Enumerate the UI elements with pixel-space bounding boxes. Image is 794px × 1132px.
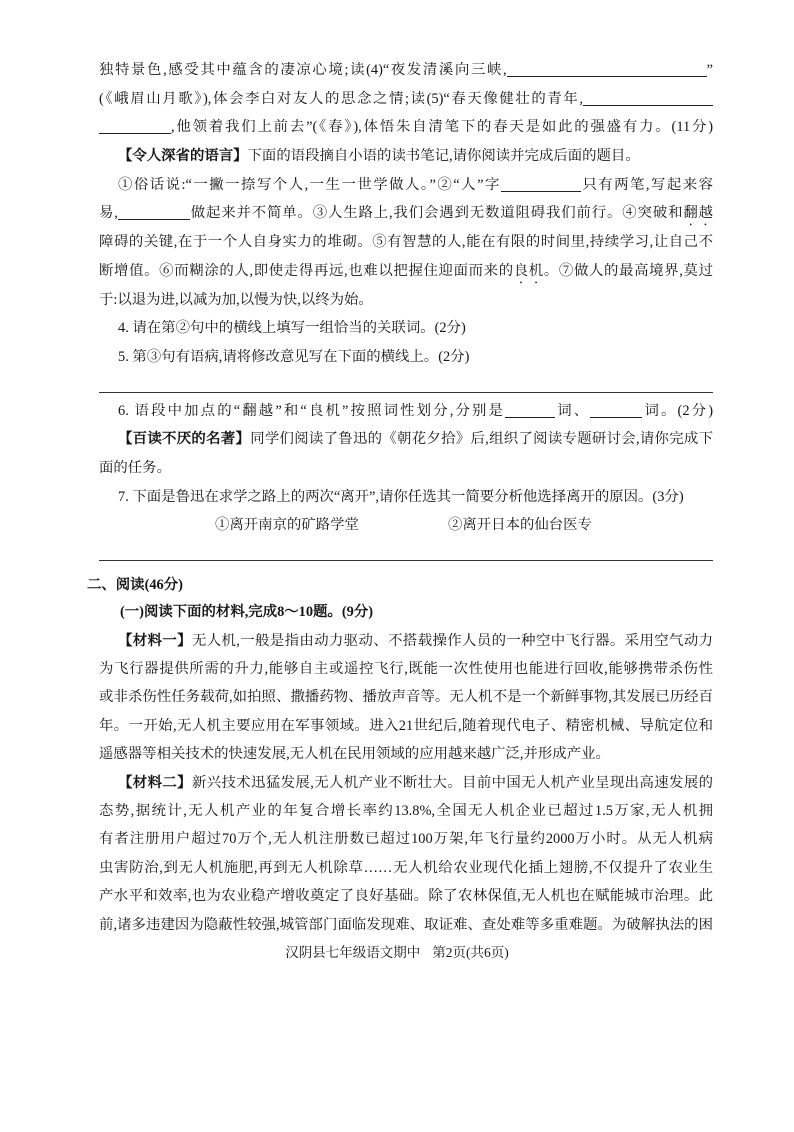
material-1-line-4 <box>99 712 713 740</box>
material-2-line-4 <box>99 854 713 882</box>
material-2-line-2 <box>99 797 713 825</box>
answer-line <box>99 540 713 561</box>
question-4 <box>99 314 713 343</box>
question-text: 词、 <box>555 402 591 419</box>
passage-text: 于:以退为进,以减为加,以慢为快,以终为始。 <box>99 291 373 308</box>
passage-text: 易, <box>99 205 118 222</box>
material-text: 新兴技术迅猛发展,无人机产业不断壮大。目前中国无人机产业呈现出高速发展的 <box>191 774 713 791</box>
continuation-line-1 <box>99 56 713 85</box>
dotted-word: 良机 <box>513 262 544 279</box>
material-1-line-5 <box>99 740 713 768</box>
material-text: 或非杀伤性任务载荷,如拍照、撒播药物、播放声音等。无人机不是一个新鲜事物,其发展已历经百 <box>99 689 713 706</box>
question-text: 4. 请在第②句中的横线上填写一组恰当的关联词。(2分) <box>118 320 466 337</box>
material-2-line-1 <box>99 769 713 797</box>
answer-blank <box>505 406 555 418</box>
answer-blank <box>590 406 642 418</box>
question-text: 7. 下面是鲁迅在求学之路上的两次“离开”,请你任选其一简要分析他选择离开的原因。(3分) <box>118 488 684 505</box>
continuation-text: (《峨眉山月歌》),体会李白对友人的思念之情;读(5)“春天像健壮的青年, <box>99 90 583 107</box>
passage-text: 只有两笔,写起来容 <box>580 176 713 193</box>
page-footer <box>0 944 794 962</box>
question-5 <box>99 343 713 372</box>
material-2-line-6 <box>99 911 713 939</box>
continuation-text: 独特景色,感受其中蕴含的凄凉心境;读(4)“夜发清溪向三峡, <box>99 62 507 78</box>
passage-line-5 <box>99 286 713 315</box>
material-1-line-3 <box>99 683 713 711</box>
part-1-instruction: (一)阅读下面的材料,完成8～10题。(9分) <box>120 604 374 620</box>
closing-quote: ” <box>706 62 713 78</box>
section-intro: 同学们阅读了鲁迅的《朝花夕拾》后,组织了阅读专题研讨会,请你完成下 <box>250 431 713 448</box>
material-text: 年。一开始,无人机主要应用在军事领域。进入21世纪后,随着现代电子、精密机械、导航定位和 <box>99 717 713 734</box>
answer-blank <box>501 180 581 192</box>
section-heading: 【百读不厌的名著】 <box>118 431 251 448</box>
section-intro: 面的任务。 <box>99 459 171 476</box>
material-label: 【材料一】 <box>118 632 192 649</box>
option-2: ②离开日本的仙台医专 <box>448 517 592 534</box>
answer-blank <box>583 94 713 106</box>
continuation-line-2 <box>99 85 713 114</box>
exam-name: 汉阴县七年级语文期中 <box>285 945 421 960</box>
dotted-word: 翻越 <box>683 205 713 222</box>
material-text: 态势,据统计,无人机产业的年复合增长率约13.8%,全国无人机企业已超过1.5万家,无人机拥 <box>99 803 713 820</box>
material-text: 无人机,一般是指由动力驱动、不搭载操作人员的一种空中飞行器。采用空气动力 <box>191 632 713 649</box>
page-content <box>87 56 713 939</box>
classics-intro-line-2 <box>99 454 713 483</box>
material-1-line-1 <box>99 627 713 655</box>
question-text: 5. 第③句有语病,请将修改意见写在下面的横线上。(2分) <box>118 348 470 365</box>
option-1: ①离开南京的矿路学堂 <box>215 517 359 534</box>
material-1-line-2 <box>99 655 713 683</box>
passage-text: 断增值。⑥而糊涂的人,即使走得再远,也难以把握住迎面而来的 <box>99 262 514 279</box>
passage-text: ①俗话说:“一撇一捺写个人,一生一世学做人。”②“人”字 <box>118 176 501 193</box>
material-text: 前,诸多违建因为隐蔽性较强,城管部门面临发现难、取证难、查处难等多重难题。为破解执法的困 <box>99 916 713 933</box>
passage-text: 障碍的关键,在于一个人自身实力的堆砌。⑤有智慧的人,能在有限的时间里,持续学习,让自己不 <box>99 234 713 251</box>
passage-line-2 <box>99 199 713 228</box>
answer-blank <box>99 122 171 134</box>
material-text: 虫害防治,到无人机施肥,再到无人机除草……无人机给农业现代化插上翅膀,不仅提升了农业生 <box>99 859 713 876</box>
material-text: 产水平和效率,也为农业稳产增收奠定了良好基础。除了农林保值,无人机也在赋能城市治理。此 <box>99 888 713 905</box>
material-text: 遥感器等相关技术的快速发展,无人机在民用领域的应用越来越广泛,并形成产业。 <box>99 746 610 763</box>
passage-line-4 <box>99 257 713 286</box>
reading-section-title: 二、阅读(46分) <box>87 577 183 593</box>
section-heading: 【令人深省的语言】 <box>118 148 248 165</box>
passage-line-3 <box>99 228 713 257</box>
section-intro: 下面的语段摘自小语的读书笔记,请你阅读并完成后面的题目。 <box>247 148 640 165</box>
classics-section-heading-line <box>99 425 713 454</box>
question-6 <box>99 397 713 426</box>
material-2-line-3 <box>99 825 713 853</box>
question-7 <box>99 483 713 512</box>
material-2-line-5 <box>99 882 713 910</box>
material-label: 【材料二】 <box>118 774 192 791</box>
answer-line <box>99 372 713 393</box>
passage-text: 。⑦做人的最高境界,莫过 <box>543 262 713 279</box>
question-text: 词。(2分) <box>642 402 713 419</box>
material-text: 为飞行器提供所需的升力,能够自主或遥控飞行,既能一次性使用也能进行回收,能够携带杀伤性 <box>99 661 713 678</box>
continuation-text: ,他领着我们上前去”(《春》),体悟朱自清笔下的春天是如此的强盛有力。(11分) <box>171 119 713 136</box>
answer-blank <box>507 65 707 77</box>
question-7-options <box>99 511 713 540</box>
answer-blank <box>118 208 190 220</box>
continuation-line-3 <box>99 113 713 142</box>
passage-line-1 <box>99 171 713 200</box>
question-text: 6. 语段中加点的“翻越”和“良机”按照词性划分,分别是 <box>118 402 506 419</box>
language-section-heading-line <box>99 142 713 171</box>
material-text: 有者注册用户超过70万个,无人机注册数已超过100万架,年飞行量约2000万小时。从无人机病 <box>99 831 713 848</box>
passage-text: 做起来并不简单。③人生路上,我们会遇到无数道阻碍我们前行。④突破和 <box>189 205 684 222</box>
page-number: 第2页(共6页) <box>432 945 509 960</box>
